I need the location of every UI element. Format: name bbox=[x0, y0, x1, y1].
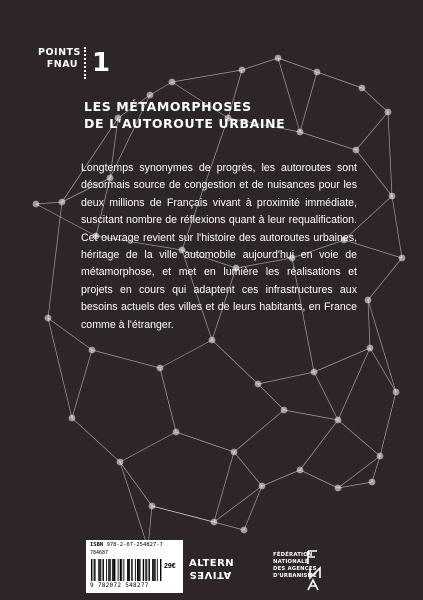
network-edge bbox=[356, 150, 392, 196]
network-node bbox=[33, 201, 40, 208]
barcode-bar bbox=[129, 559, 130, 581]
barcode-bar bbox=[110, 559, 111, 581]
barcode-bar bbox=[128, 559, 129, 581]
network-edge bbox=[176, 432, 234, 452]
network-node bbox=[117, 459, 124, 466]
network-node bbox=[369, 479, 376, 486]
network-node bbox=[239, 67, 246, 74]
network-edge bbox=[338, 420, 380, 456]
network-edge bbox=[372, 456, 380, 482]
network-edge bbox=[300, 470, 338, 488]
barcode-bar bbox=[114, 559, 115, 581]
network-node bbox=[209, 337, 216, 344]
barcode-bar bbox=[153, 559, 154, 581]
fnau-org-line-3: DES AGENCES bbox=[273, 566, 317, 572]
alternatives-logo-line-2: ATIVES bbox=[189, 569, 232, 580]
network-edge bbox=[172, 70, 242, 82]
network-node bbox=[353, 147, 360, 154]
series-number: 1 bbox=[92, 48, 111, 78]
network-edge bbox=[234, 452, 262, 486]
isbn bbox=[90, 542, 163, 549]
network-edge bbox=[338, 348, 370, 420]
barcode-bar bbox=[135, 559, 136, 581]
barcode-bar bbox=[120, 559, 121, 581]
network-node bbox=[399, 255, 406, 262]
fnau-org-line-2: NATIONALE bbox=[273, 559, 309, 565]
network-node bbox=[377, 453, 384, 460]
network-edge bbox=[120, 432, 176, 462]
network-edge bbox=[258, 372, 314, 384]
network-edge bbox=[72, 350, 92, 418]
network-edge bbox=[48, 202, 62, 318]
isbn-label: ISBN bbox=[90, 542, 104, 548]
network-node bbox=[89, 347, 96, 354]
barcode-bar bbox=[131, 559, 132, 581]
network-node bbox=[385, 109, 392, 116]
price: 29€ bbox=[164, 563, 176, 570]
series-line-1: POINTS bbox=[38, 47, 81, 58]
back-cover-blurb: Longtemps synonymes de progrès, les autoroutes sont désormais source de congestion et de nuisances pour les deux millions de Français vivant à proximité immédiate, suscitant nombre de réflexions quant à leur requalification. Cet ouvrage revient sur l'histoire des autoroutes urbaines, héritage de la ville automobile aujourd'hui en voie de métamorphose, et met en lumière les réalisations et projets en cours qui adaptent ces infrastructures aux besoins actuels des villes et de leurs habitants, en France comme à l'étranger. bbox=[81, 162, 357, 331]
network-edge bbox=[278, 58, 317, 72]
network-edge bbox=[370, 348, 396, 392]
network-node bbox=[241, 527, 248, 534]
network-node bbox=[259, 483, 266, 490]
barcode-bar bbox=[140, 559, 141, 581]
network-edge bbox=[258, 384, 284, 410]
fnau-organisation-name bbox=[273, 552, 335, 580]
network-node bbox=[275, 55, 282, 62]
network-node bbox=[149, 503, 156, 510]
network-edge bbox=[368, 258, 402, 300]
network-node bbox=[297, 467, 304, 474]
network-node bbox=[255, 381, 262, 388]
network-edge bbox=[150, 82, 172, 95]
barcode-bar bbox=[157, 559, 158, 581]
network-node bbox=[335, 485, 342, 492]
barcode-bar bbox=[154, 559, 155, 581]
network-node bbox=[169, 79, 176, 86]
barcode-bar bbox=[139, 559, 140, 581]
network-node bbox=[365, 297, 372, 304]
barcode-bar bbox=[149, 559, 150, 581]
network-node bbox=[45, 315, 52, 322]
barcode-bar bbox=[152, 559, 153, 581]
title-line-1: LES MÉTAMORPHOSES bbox=[84, 99, 252, 114]
network-edge bbox=[300, 132, 356, 150]
network-node bbox=[367, 345, 374, 352]
network-edge bbox=[388, 112, 392, 196]
network-edge bbox=[368, 300, 370, 348]
barcode-bar bbox=[146, 559, 147, 581]
network-node bbox=[389, 193, 396, 200]
network-node bbox=[173, 429, 180, 436]
network-edge bbox=[392, 196, 402, 258]
network-edge bbox=[120, 462, 148, 548]
network-edge bbox=[300, 420, 338, 470]
network-edge bbox=[120, 462, 152, 506]
network-edge bbox=[234, 410, 284, 452]
network-edge bbox=[36, 202, 62, 204]
barcode-bar bbox=[103, 559, 104, 581]
barcode-bar bbox=[98, 559, 99, 581]
network-node bbox=[314, 69, 321, 76]
network-edge bbox=[160, 340, 212, 368]
barcode-bar bbox=[121, 559, 122, 581]
network-edge bbox=[314, 372, 338, 420]
series-line-2: FNAU bbox=[46, 59, 78, 70]
network-edge bbox=[214, 452, 234, 522]
network-edge bbox=[72, 418, 120, 462]
network-edge bbox=[262, 470, 300, 486]
alternatives-logo-line-1: ALTERN bbox=[189, 558, 235, 569]
network-node bbox=[281, 407, 288, 414]
barcode-bar bbox=[94, 559, 95, 581]
fnau-org-line-4: D'URBANISME bbox=[273, 573, 317, 579]
network-edge bbox=[160, 368, 176, 432]
barcode-bar bbox=[127, 559, 128, 581]
barcode-bar bbox=[100, 559, 101, 581]
network-edge bbox=[92, 350, 160, 368]
network-node bbox=[359, 85, 366, 92]
barcode-bar bbox=[143, 559, 144, 581]
network-edge bbox=[380, 392, 396, 456]
barcode-bar bbox=[112, 559, 113, 581]
series-divider bbox=[84, 47, 86, 79]
barcode-bar bbox=[99, 559, 100, 581]
barcode-bar bbox=[108, 559, 109, 581]
barcode-bar bbox=[118, 559, 119, 581]
barcode-number: 9 782072 548277 bbox=[90, 582, 149, 589]
barcode-bar bbox=[95, 559, 96, 581]
alternatives-logo bbox=[189, 558, 234, 580]
barcode-bar bbox=[137, 559, 138, 581]
barcode-label bbox=[86, 540, 183, 593]
book-title bbox=[84, 98, 324, 132]
network-node bbox=[59, 199, 66, 206]
network-edge bbox=[314, 348, 370, 372]
barcode-bar bbox=[160, 559, 161, 581]
fnau-org-line-1: FÉDÉRATION bbox=[273, 552, 313, 558]
network-edge bbox=[362, 88, 388, 112]
barcode-bars bbox=[90, 559, 162, 581]
isbn-value: 978-2-07-254827-7 bbox=[106, 542, 163, 548]
network-node bbox=[157, 365, 164, 372]
series-name bbox=[38, 47, 81, 71]
barcode-bar bbox=[113, 559, 114, 581]
network-edge bbox=[338, 482, 372, 488]
network-edge bbox=[317, 72, 362, 88]
barcode-bar bbox=[106, 559, 107, 581]
network-edge bbox=[212, 340, 258, 384]
internal-code: 784687 bbox=[90, 550, 109, 556]
network-node bbox=[311, 369, 318, 376]
network-node bbox=[69, 415, 76, 422]
network-edge bbox=[242, 58, 278, 70]
network-node bbox=[335, 417, 342, 424]
barcode-bar bbox=[145, 559, 146, 581]
network-node bbox=[231, 449, 238, 456]
barcode-bar bbox=[91, 559, 92, 581]
network-node bbox=[393, 389, 400, 396]
title-line-2: DE L'AUTOROUTE URBAINE bbox=[84, 116, 286, 131]
network-edge bbox=[356, 112, 388, 150]
network-node bbox=[211, 519, 218, 526]
network-edge bbox=[284, 410, 338, 420]
barcode-bar bbox=[123, 559, 124, 581]
